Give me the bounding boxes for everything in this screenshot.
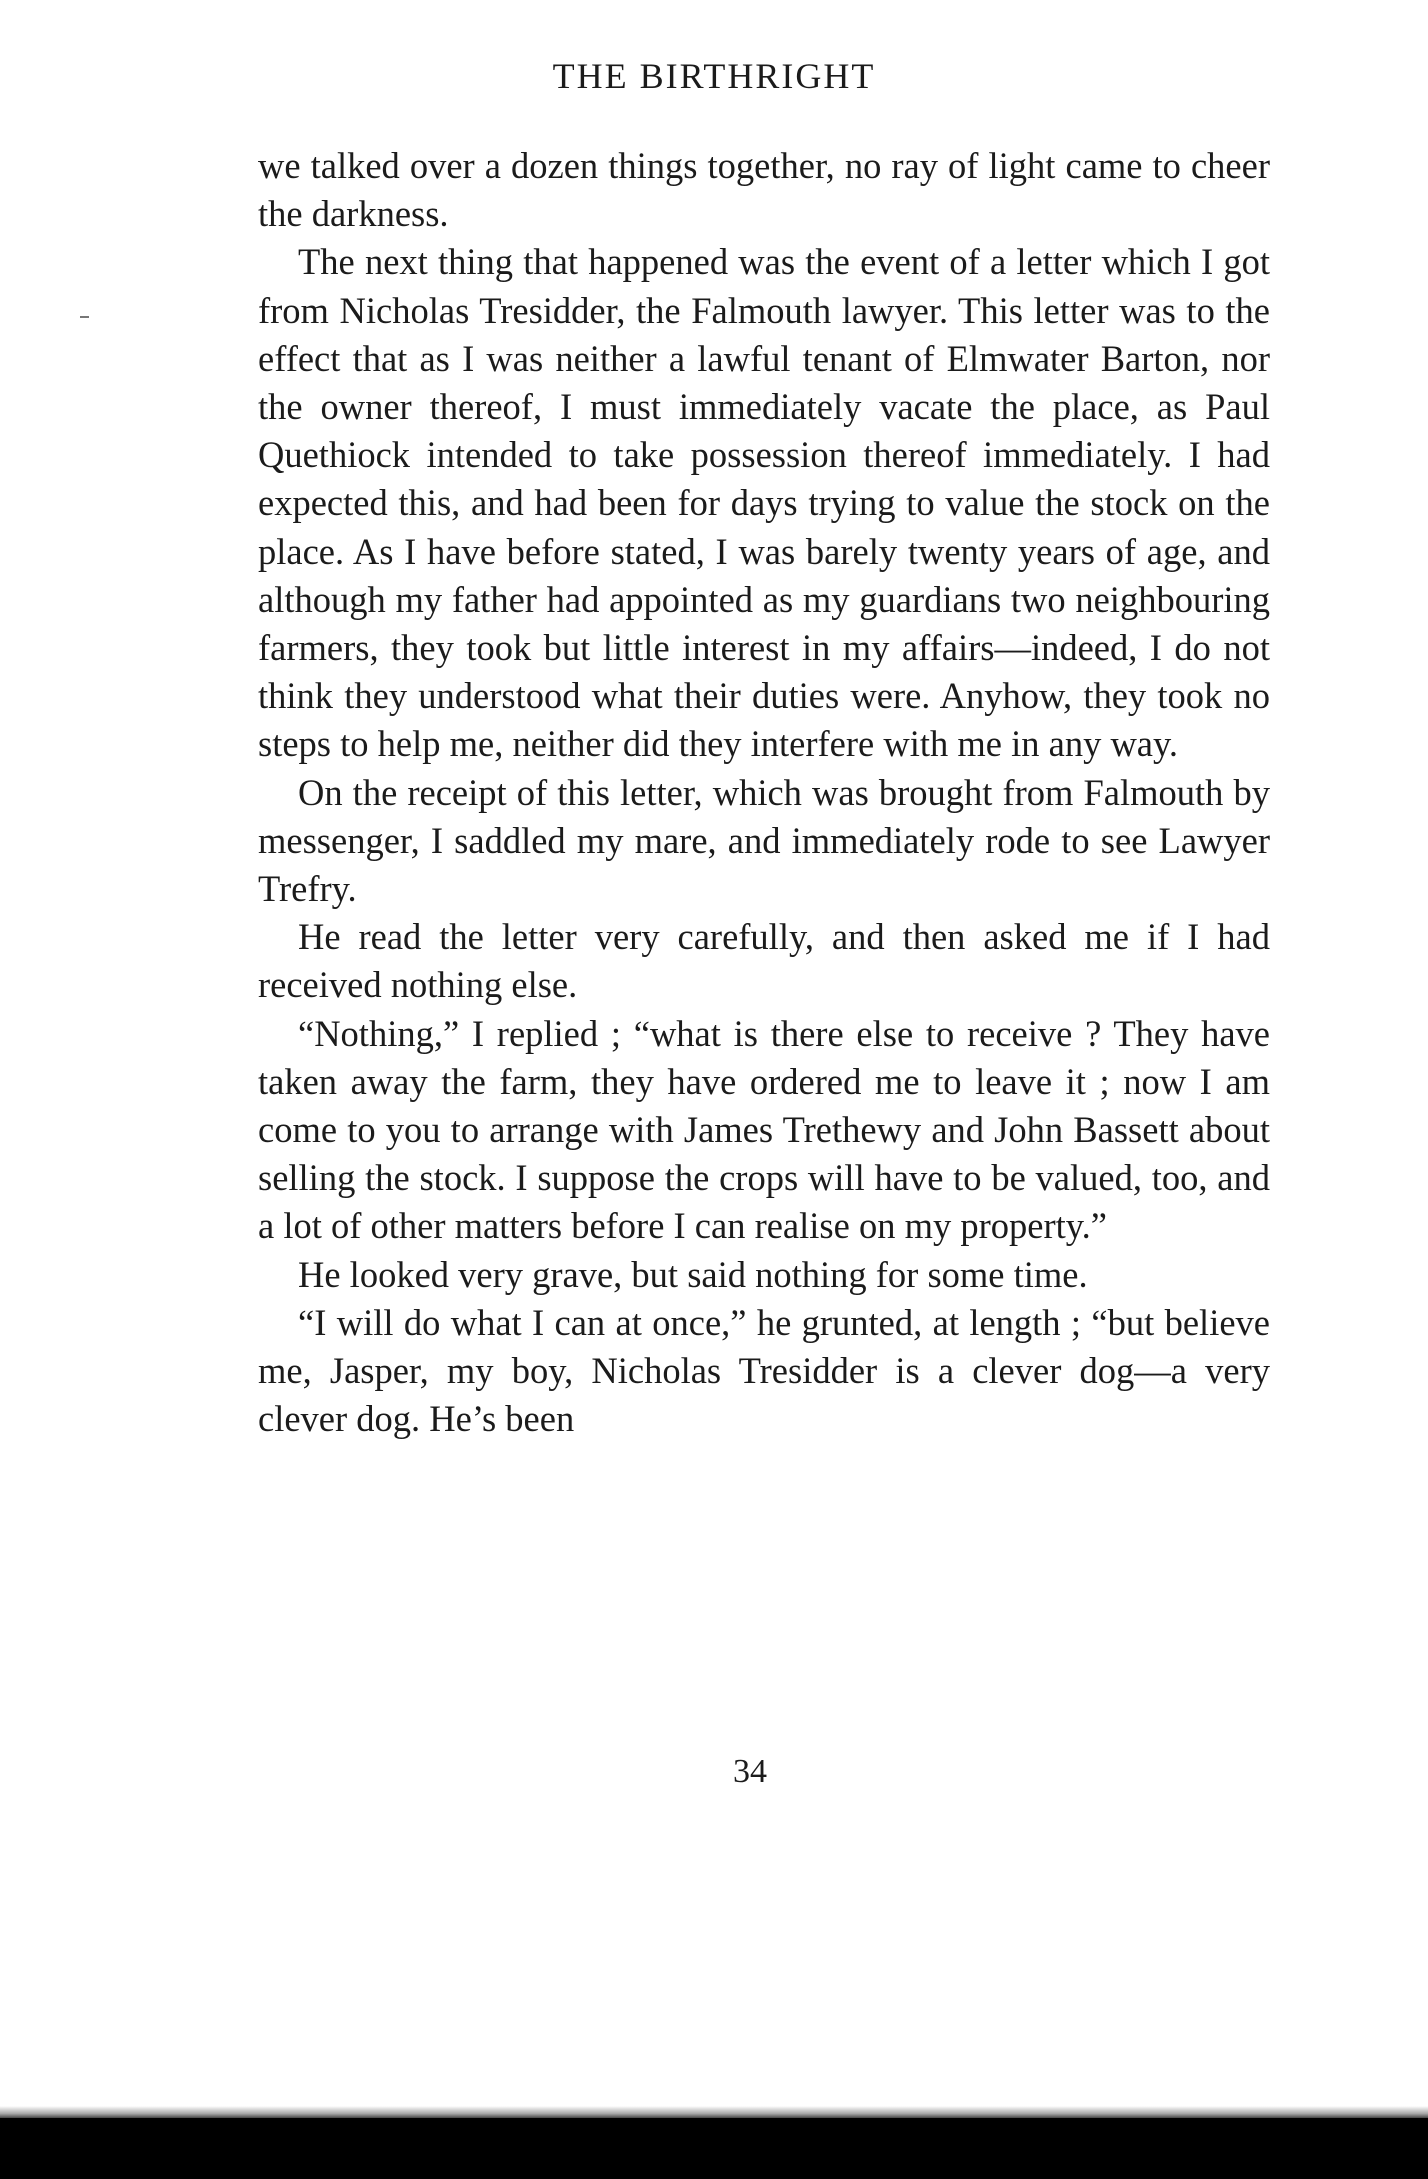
paragraph: He looked very grave, but said nothing for some time. bbox=[298, 1253, 1088, 1295]
margin-mark bbox=[80, 316, 89, 318]
paragraph-continued: we talked over a dozen things together, no ray of light came to cheer the darkness. bbox=[258, 145, 1270, 235]
scan-bottom-border bbox=[0, 2118, 1428, 2179]
paragraph: The next thing that happened was the event of a letter which I got from Nicholas Tresidder, the Falmouth lawyer. This letter was to the effect that as I was neither a lawful tenant of Elmwater Barton, nor the owner thereof, I must immediately vacate the place, as Paul Quethiock intended to take possession thereof immediately. I had expected this, and had been for days trying to value the stock on the place. As I have before stated, I was barely twenty years of age, and although my father had appointed as my guardians two neighbouring farmers, they took but little interest in my affairs—indeed, I do not think they understood what their duties were. Anyhow, they took no steps to help me, neither did they interfere with me in any way. bbox=[258, 241, 1270, 765]
page-number: 34 bbox=[733, 1753, 767, 1790]
paragraph: On the receipt of this letter, which was brought from Falmouth by messenger, I saddled my mare, and immediately rode to see Lawyer Trefry. bbox=[258, 771, 1270, 910]
body-text bbox=[258, 142, 1270, 1443]
paragraph: He read the letter very carefully, and then asked me if I had received nothing else. bbox=[258, 916, 1270, 1006]
paragraph: “Nothing,” I replied ; “what is there else to receive ? They have taken away the farm, they have ordered me to leave it ; now I am come to you to arrange with James Trethewy and John Bassett about selling the stock. I suppose the crops will have to be valued, too, and a lot of other matters before I can realise on my property.” bbox=[258, 1012, 1270, 1247]
paragraph: “I will do what I can at once,” he grunted, at length ; “but believe me, Jasper, my boy, Nicholas Tresidder is a clever dog—a very clever dog. He’s been bbox=[258, 1301, 1270, 1440]
running-title: THE BIRTHRIGHT bbox=[552, 56, 876, 96]
